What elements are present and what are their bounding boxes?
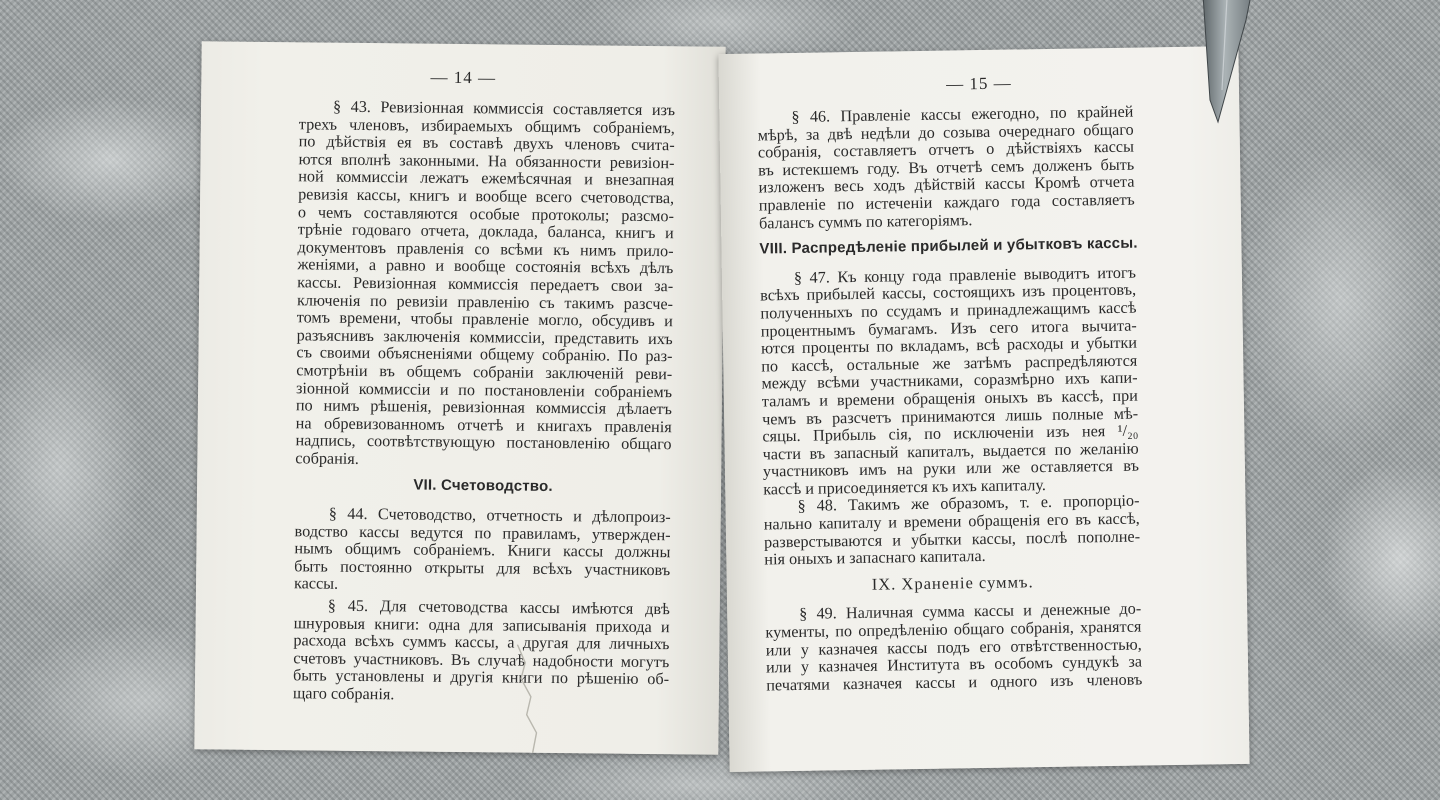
section-heading-viii: VIII. Распредѣленіе прибылей и убытковъ кассы.: [759, 234, 1138, 258]
text-line: томъ времени, чтобы правленіе могло, обсудивъ и: [296, 308, 673, 331]
text-line: ются вполнѣ законными. На обязанности ревизіон-: [298, 150, 675, 173]
right-page: [718, 46, 1249, 772]
text-line: нія оныхъ и запаснаго капитала.: [764, 547, 986, 569]
text-line: печатями казначея кассы и одного изъ членовъ: [766, 670, 1143, 695]
text-line: водство кассы ведутся по правиламъ, утвержден-: [294, 521, 671, 544]
text-line: участниковъ имъ на руки или же оставляется въ: [762, 456, 1140, 481]
paragraph-47: [760, 264, 1140, 499]
text-line: надпись, соотвѣтствующую постановленію общаго: [295, 431, 672, 454]
text-line: трехъ членовъ, избираемыхъ общимъ собраніемъ,: [298, 114, 675, 137]
text-line: балансъ суммъ по категоріямъ.: [758, 210, 973, 233]
text-line: нымъ общимъ собраніемъ. Книги кассы должны: [294, 539, 671, 562]
text-line: счетовъ участниковъ. Въ случаѣ надобности могутъ: [293, 649, 670, 672]
text-line: собранія, составляетъ отчетъ о дѣйствіяхъ кассы: [757, 137, 1135, 162]
paragraph-45: [293, 597, 670, 706]
text-line: изложенъ весь ходъ дѣйствій кассы Кромѣ отчета: [758, 172, 1135, 197]
text-line: § 45. Для счетоводства кассы имѣются двѣ: [327, 596, 670, 619]
text-line: правленіе по истеченіи каждаго года составляетъ: [758, 190, 1135, 215]
text-line: ются проценты по вкладамъ, всѣ расходы и убытки: [760, 333, 1138, 358]
text-line: или у казначея кассы подъ его отвѣтственностью,: [765, 635, 1142, 660]
text-line: кументы, по опредѣленію общаго собранія, хранятся: [765, 617, 1142, 642]
left-page-text: [293, 98, 675, 706]
text-line: нально капиталу и времени обращенія его въ кассѣ,: [763, 509, 1140, 534]
text-line: кассѣ и присоединяется къ ихъ капиталу.: [763, 475, 1047, 499]
paper-tear-mark: [510, 645, 551, 755]
text-line: сяцы. Прибыль сія, по исключеніи изъ нея ¹/₂₀: [762, 421, 1139, 446]
text-line: части въ запасный капиталъ, выдается по желанію: [762, 439, 1139, 464]
text-line: кассы. Ревизіонная коммиссія передаетъ свои за-: [297, 273, 674, 296]
text-line: съ своими объясненіями общему собранію. По раз-: [296, 343, 673, 366]
text-line: § 48. Такимъ же образомъ, т. е. пропорціо-: [797, 492, 1140, 516]
text-line: женіями, а равно и вообще состоянія всѣхъ дѣлъ: [297, 255, 674, 278]
text-line: мѣрѣ, за двѣ недѣли до созыва очереднаго общаго: [757, 120, 1134, 145]
text-line: щаго собранія.: [292, 684, 395, 704]
page-number-left: — 14 —: [430, 67, 497, 88]
text-line: по нимъ рѣшенія, ревизіонная коммиссія дѣлаетъ: [295, 396, 672, 419]
section-heading-ix: IX. Храненіе суммъ.: [871, 572, 1034, 594]
text-line: по дѣйствія ея въ составѣ двухъ членовъ счита-: [298, 132, 675, 155]
text-line: § 47. Къ концу года правленіе выводитъ итогъ: [793, 263, 1137, 287]
text-line: быть постоянно открыты для всѣхъ участниковъ: [294, 557, 671, 580]
text-line: смотрѣніи въ общемъ собраніи заключеній реви-: [296, 361, 673, 384]
paragraph-43: [295, 98, 675, 471]
text-line: разверстываются и убытки кассы, послѣ пополне-: [763, 527, 1141, 552]
right-page-text: [757, 104, 1142, 695]
text-line: ной коммиссіи лежатъ ежемѣсячная и внезапная: [298, 167, 675, 190]
text-line: чемъ въ разсчетъ принимаются лишь полные мѣ-: [761, 404, 1139, 428]
text-line: § 44. Счетоводство, отчетность и дѣлопроиз-: [328, 504, 671, 527]
text-line: кассы.: [293, 574, 339, 594]
page-number-right: — 15 —: [945, 73, 1012, 94]
text-line: расхода всѣхъ суммъ кассы, а другая для личныхъ: [293, 631, 670, 654]
text-line: собранія.: [295, 449, 359, 468]
text-line: зіонной коммиссіи и по постановленіи собраніемъ: [296, 378, 673, 401]
paragraph-46: [757, 104, 1135, 233]
text-line: процентнымъ бумагамъ. Изъ сего итога вычита-: [760, 316, 1137, 341]
text-line: § 43. Ревизіонная коммиссія составляется изъ: [332, 97, 676, 120]
paragraph-49: [765, 601, 1142, 695]
text-line: документовъ правленія со всѣми къ нимъ прило-: [297, 238, 674, 260]
text-line: о чемъ составляются особые протоколы; разсмо-: [297, 202, 675, 225]
text-line: полученныхъ по ссудамъ и принадлежащимъ кассѣ: [760, 298, 1137, 323]
text-line: разъяснивъ заключенія коммиссіи, представить ихъ: [296, 326, 673, 348]
text-line: ключенія по ревизіи правленію съ такимъ разсче-: [296, 290, 674, 313]
text-line: между всѣми участниками, соразмѣрно ихъ капи-: [761, 368, 1138, 393]
text-line: ревизія кассы, книгъ и вообще всего счетоводства,: [298, 185, 675, 208]
text-line: по кассѣ, остальные же затѣмъ распредѣляются: [761, 351, 1138, 376]
text-line: шнуровыя книги: одна для записыванія прихода и: [293, 613, 670, 636]
text-line: таламъ и времени обращенія оныхъ въ кассѣ, при: [761, 386, 1138, 411]
text-line: § 46. Правленіе кассы ежегодно, по крайней: [791, 102, 1134, 126]
text-line: трѣніе годоваго отчета, доклада, баланса, книгъ и: [297, 220, 674, 243]
left-page: [194, 41, 725, 754]
text-line: въ истекшемъ году. Въ отчетѣ семъ долженъ быть: [758, 155, 1135, 180]
section-heading-vii: VII. Счетоводство.: [413, 476, 553, 496]
text-line: § 49. Наличная сумма кассы и денежные до-: [799, 599, 1142, 624]
text-line: или у казначея Института въ особомъ сундукѣ за: [765, 652, 1143, 677]
text-line: на обревизованномъ отчетѣ и книгахъ правленія: [295, 413, 672, 436]
text-line: всѣхъ прибылей кассы, состоящихъ изъ процентовъ,: [760, 280, 1137, 305]
paragraph-48: [763, 493, 1140, 569]
text-line: быть установлены и другія книги по рѣшенію об-: [292, 666, 670, 689]
paragraph-44: [294, 505, 671, 597]
